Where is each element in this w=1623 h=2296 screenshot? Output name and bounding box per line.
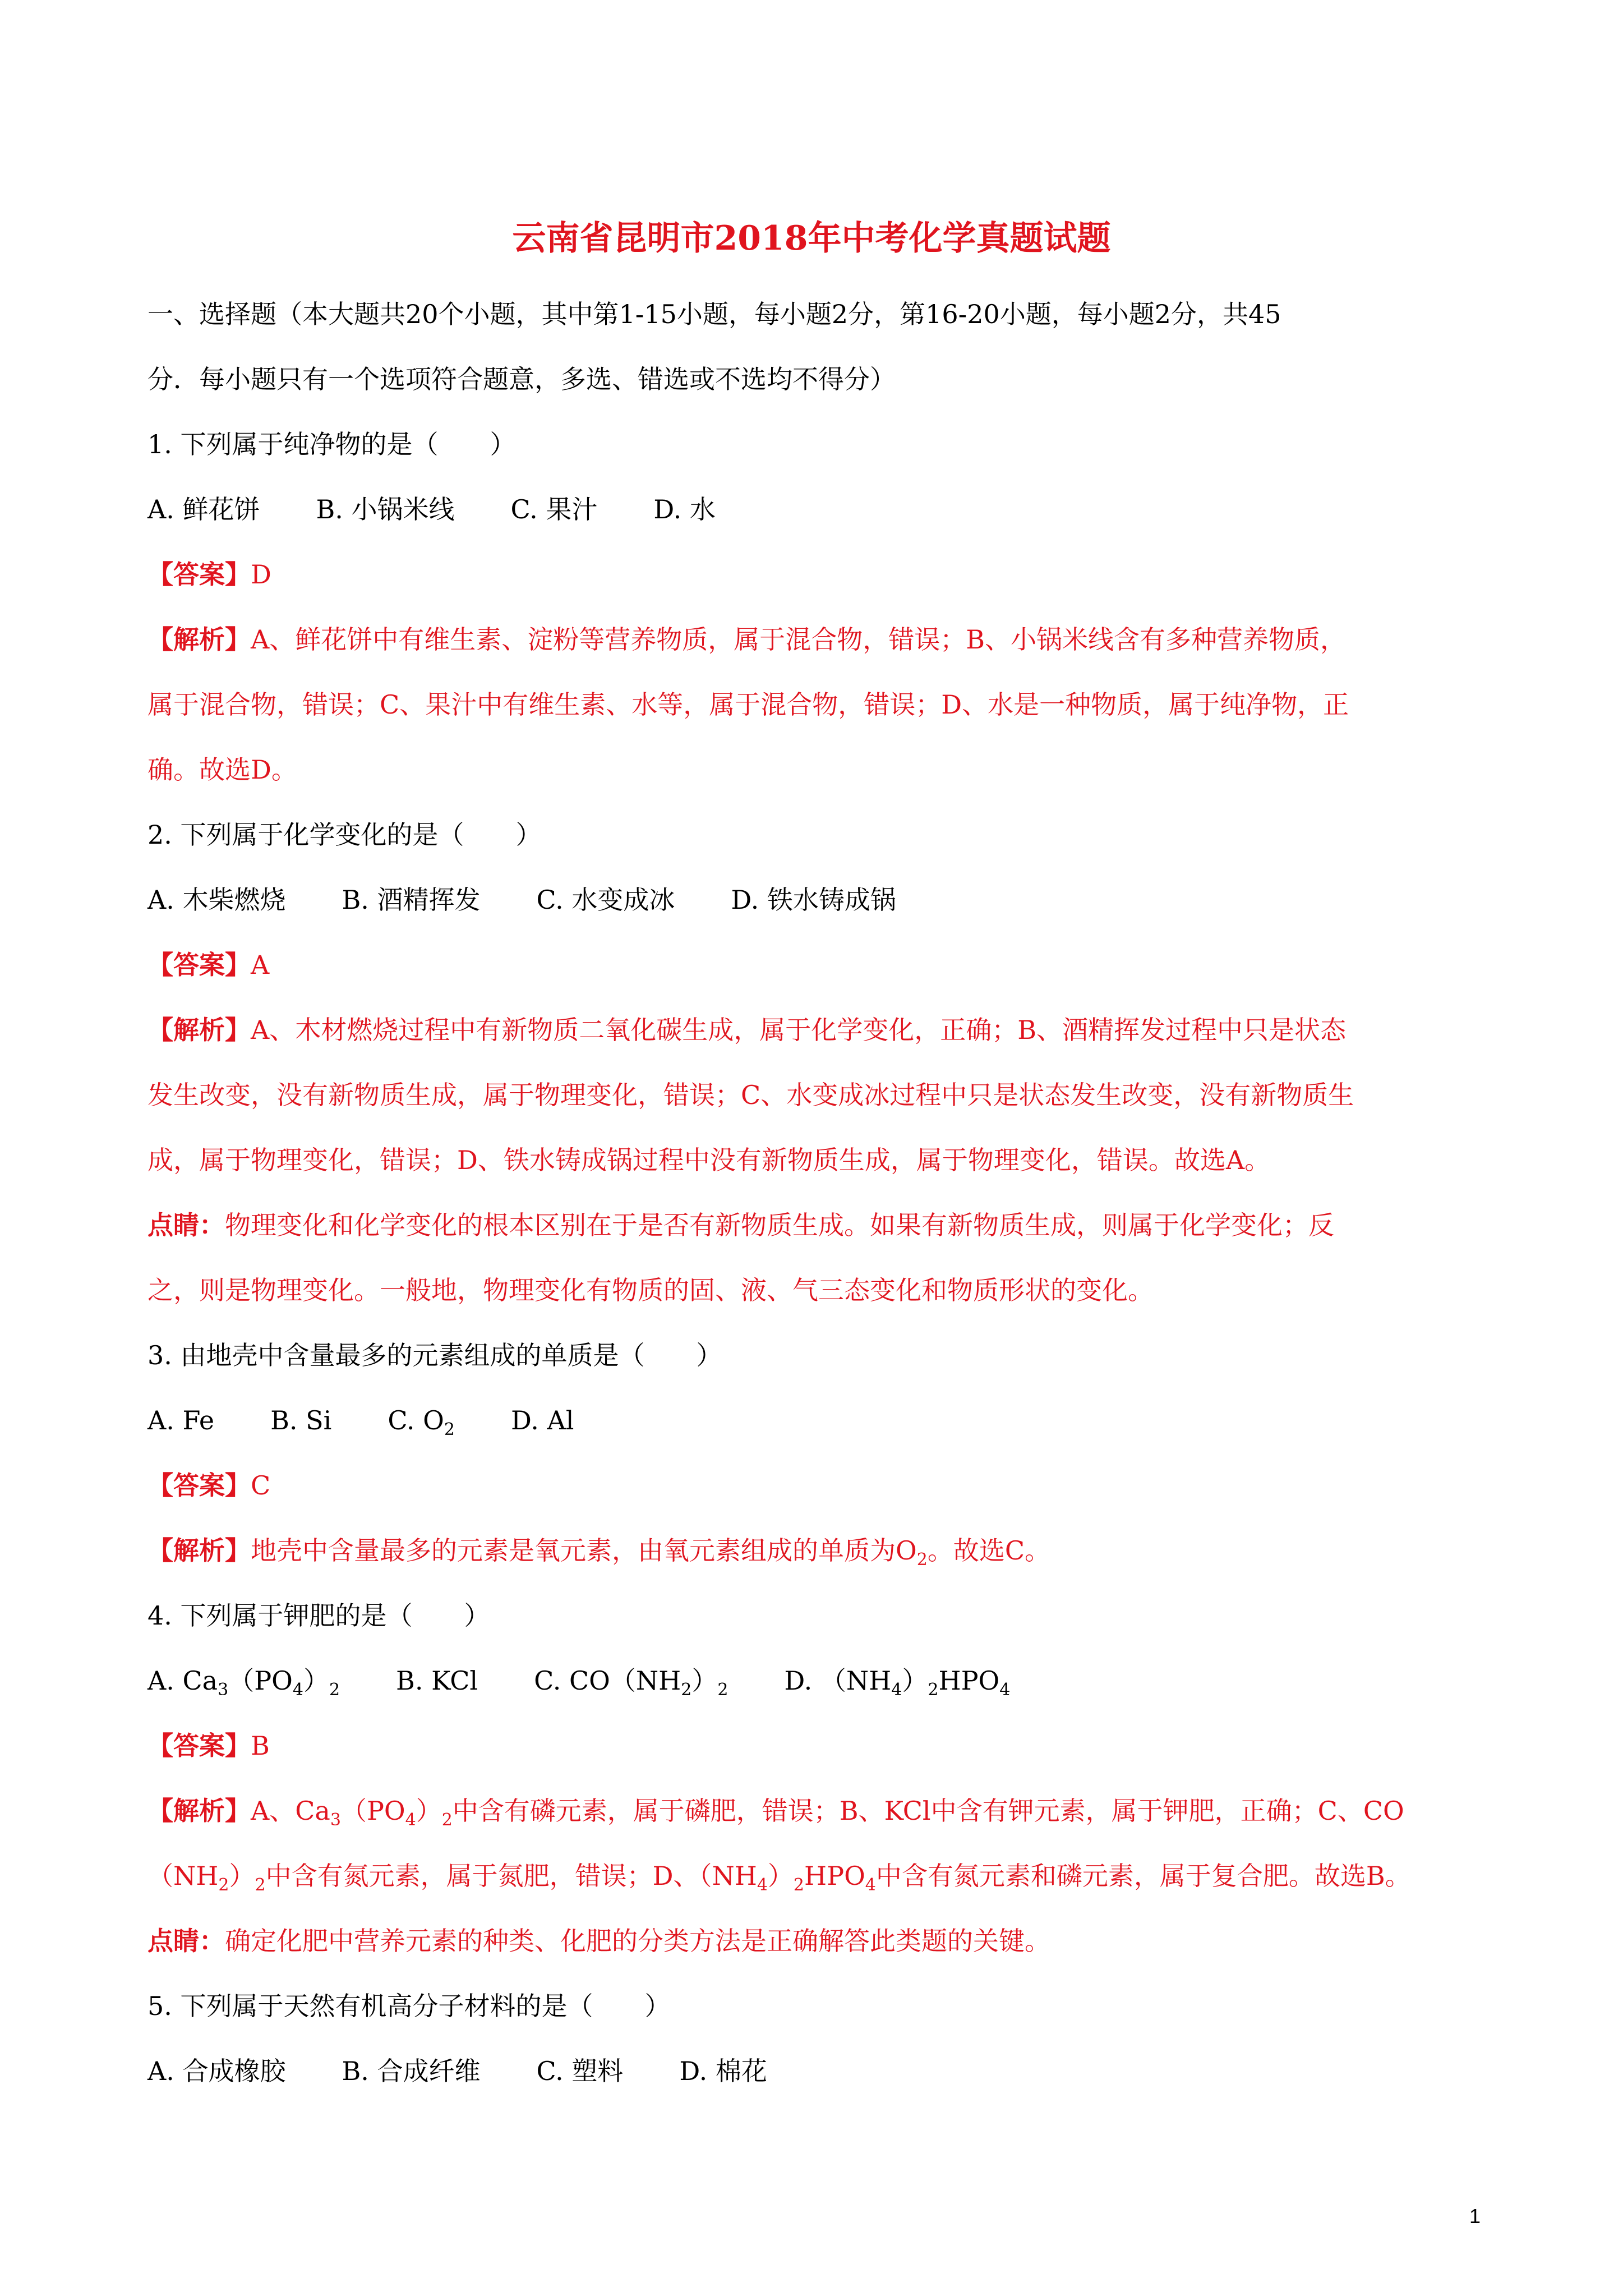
q2-option-d: D. 铁水铸成锅 [731,885,896,915]
q4-analysis-line-2: $(NH_2)_2$中含有氮元素，属于氮肥，错误；D、$(NH_4)_2HPO_4$中含有氮元素和磷元素，属于复合肥。故选B。 [147,1861,1411,1895]
q4-analysis-line-1: 【解析】A、$Ca_3(PO_4)_2$中含有磷元素，属于磷肥，错误；B、KCl中含有钾元素，属于钾肥，正确；C、CO [147,1796,1404,1830]
q5-option-c: C. 塑料 [536,2056,624,2086]
q3-option-a: A. Fe [147,1405,215,1435]
section-header-line-2: 分．每小题只有一个选项符合题意，多选、错选或不选均不得分） [147,364,896,394]
q1-stem: 1. 下列属于纯净物的是（ ） [147,429,516,459]
section-header-line-1: 一、选择题（本大题共20个小题，其中第1-15小题，每小题2分，第16-20小题，每小题2分，共45 [147,299,1281,329]
q3-options [147,1398,1482,1443]
q2-comment-text-1: 物理变化和化学变化的根本区别在于是否有新物质生成。如果有新物质生成，则属于化学变化；反 [225,1210,1334,1240]
answer-label: 【答案】 [147,1731,251,1761]
q2-comment-line-2: 之，则是物理变化。一般地，物理变化有物质的固、液、气三态变化和物质形状的变化。 [147,1275,1154,1305]
q3-answer-value: C [251,1470,271,1501]
page-title: 云南省昆明市2018年中考化学真题试题 [512,219,1111,258]
q3-stem: 3. 由地壳中含量最多的元素组成的单质是（ ） [147,1340,722,1370]
q5-option-a: A. 合成橡胶 [147,2056,286,2086]
q1-option-d: D. 水 [653,494,716,524]
q2-analysis-line-3: 成，属于物理变化，错误；D、铁水铸成锅过程中没有新物质生成，属于物理变化，错误。故选A。 [147,1145,1271,1175]
comment-label: 点睛： [147,1926,225,1956]
q4-comment-line [147,1918,1482,1963]
q4-answer [147,1723,1482,1768]
q2-options [147,877,1482,922]
page-number: 1 [1469,2205,1481,2228]
q2-stem: 2. 下列属于化学变化的是（ ） [147,820,542,850]
q5-option-d: D. 棉花 [679,2056,767,2086]
q1-option-a: A. 鲜花饼 [147,494,260,524]
analysis-label: 【解析】 [147,1015,251,1045]
q4-option-c: C. $CO(NH_2)_2$ [534,1665,728,1700]
q1-options [147,487,1482,532]
q3-answer [147,1463,1482,1508]
q1-option-b: B. 小锅米线 [316,494,455,524]
q4-options [147,1658,1482,1703]
q4-option-a: A. $Ca_3(PO_4)_2$ [147,1665,340,1700]
analysis-label: 【解析】 [147,1535,251,1566]
q2-comment-line-1 [147,1203,1482,1248]
comment-label: 点睛： [147,1210,225,1240]
q2-option-b: B. 酒精挥发 [342,885,481,915]
q4-comment-text: 确定化肥中营养元素的种类、化肥的分类方法是正确解答此类题的关键。 [225,1926,1050,1956]
q2-answer-value: A [251,950,270,980]
q1-analysis-line-3: 确。故选D。 [147,754,297,785]
q3-analysis-line-1: 【解析】地壳中含量最多的元素是氧元素，由氧元素组成的单质为$O_2$。故选C。 [147,1535,1051,1570]
answer-label: 【答案】 [147,1470,251,1501]
q4-option-d: D. $(NH_4)_2HPO_4$ [784,1665,1011,1700]
q1-answer [147,552,1482,597]
q2-analysis-line-2: 发生改变，没有新物质生成，属于物理变化，错误；C、水变成冰过程中只是状态发生改变，没有新物质生 [147,1080,1354,1110]
q5-stem: 5. 下列属于天然有机高分子材料的是（ ） [147,1991,671,2021]
q5-option-b: B. 合成纤维 [342,2056,481,2086]
q1-analysis-text-1: A、鲜花饼中有维生素、淀粉等营养物质，属于混合物，错误；B、小锅米线含有多种营养物质， [251,624,1347,655]
analysis-label: 【解析】 [147,1796,251,1826]
q1-option-c: C. 果汁 [510,494,598,524]
q1-answer-value: D [251,559,271,590]
q3-option-d: D. Al [510,1405,574,1435]
q3-option-c: C. $O_2$ [388,1405,455,1439]
q5-options [147,2049,1482,2093]
q2-option-a: A. 木柴燃烧 [147,885,286,915]
q2-option-c: C. 水变成冰 [536,885,675,915]
q4-option-b: B. KCl [396,1665,478,1696]
answer-label: 【答案】 [147,950,251,980]
q4-answer-value: B [251,1731,270,1761]
q2-analysis-text-1: A、木材燃烧过程中有新物质二氧化碳生成，属于化学变化，正确；B、酒精挥发过程中只是状态 [251,1015,1347,1045]
answer-label: 【答案】 [147,559,251,590]
q1-analysis-line-2: 属于混合物，错误；C、果汁中有维生素、水等，属于混合物，错误；D、水是一种物质，属于纯净物，正 [147,689,1349,720]
q2-answer [147,942,1482,987]
q3-option-b: B. Si [270,1405,332,1435]
q4-stem: 4. 下列属于钾肥的是（ ） [147,1600,490,1631]
q2-analysis-line-1 [147,1007,1482,1052]
q1-analysis-line-1 [147,617,1482,662]
analysis-label: 【解析】 [147,624,251,655]
